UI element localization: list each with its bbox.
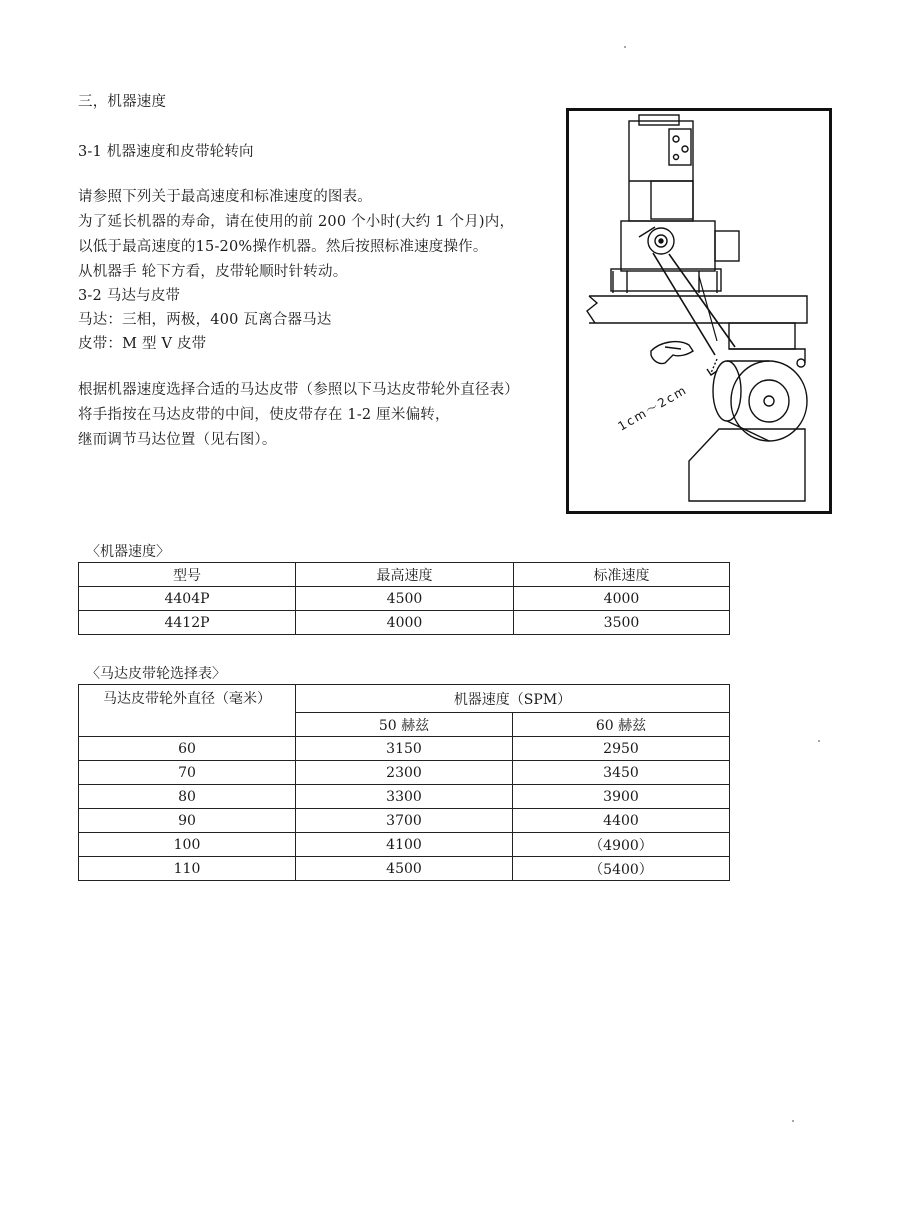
table-row [79,587,730,611]
pulley-selection-table [78,684,730,881]
section-title: 三，机器速度 [78,94,167,110]
column-header: 机器速度（SPM） [296,685,730,713]
table-cell: 60 [79,737,296,761]
machine-top-cap [639,115,679,125]
motor-stand [689,429,805,501]
table-cell: 90 [79,809,296,833]
paragraph-line: 从机器手 轮下方看，皮带轮顺时针转动。 [78,264,348,280]
table-row [79,737,730,761]
machine-speed-caption: 〈机器速度〉 [86,544,170,560]
table-cell: 80 [79,785,296,809]
column-subheader: 60 赫兹 [513,713,730,737]
table-cell: 70 [79,761,296,785]
motor-pulley [713,361,741,421]
table-cell: 4000 [296,611,514,635]
table-cell: 4000 [514,587,730,611]
table-cell: 4100 [296,833,513,857]
table-header-row [79,563,730,587]
table-cell: （5400） [513,857,730,881]
table-cell: （4900） [513,833,730,857]
table-cell: 2300 [296,761,513,785]
table-cell: 3150 [296,737,513,761]
pulley-table-caption: 〈马达皮带轮选择表〉 [86,666,226,682]
v-belt [653,253,715,355]
column-header: 标准速度 [514,563,730,587]
table-row [79,809,730,833]
scan-speck [818,740,820,742]
table-cell: 100 [79,833,296,857]
table-cell: 4500 [296,857,513,881]
table-cell: 4412P [79,611,296,635]
column-header: 型号 [79,563,296,587]
table-cell: 4500 [296,587,514,611]
table-cell: 3700 [296,809,513,833]
table-cell: 4400 [513,809,730,833]
paragraph-line: 根据机器速度选择合适的马达皮带（参照以下马达皮带轮外直径表） [78,382,519,398]
deflection-label: 1cm～2cm [615,382,690,434]
paragraph-line: 继而调节马达位置（见右图）。 [78,432,277,448]
scan-speck [624,46,626,48]
table-cell: 3450 [513,761,730,785]
paragraph-line: 请参照下列关于最高速度和标准速度的图表。 [78,189,372,205]
table-header-row [79,685,730,713]
table-top [589,296,807,323]
machine-head [629,121,693,221]
table-row [79,761,730,785]
column-header: 最高速度 [296,563,514,587]
subsection-heading-3-1: 3-1 机器速度和皮带轮转向 [78,144,254,160]
table-cell: 3500 [514,611,730,635]
subsection-heading-3-2: 3-2 马达与皮带 [78,288,181,304]
table-cell: 3900 [513,785,730,809]
motor-spec: 马达：三相，两极，400 瓦离合器马达 [78,312,332,328]
belt-spec: 皮带：M 型 V 皮带 [78,336,207,352]
belt-diagram-illustration [569,111,829,511]
table-cell: 4404P [79,587,296,611]
column-subheader: 50 赫兹 [296,713,513,737]
table-cell: 3300 [296,785,513,809]
table-cell: 110 [79,857,296,881]
belt-adjustment-figure [566,108,832,514]
paragraph-line: 为了延长机器的寿命，请在使用的前 200 个小时(大约 1 个月)内， [78,214,515,230]
machine-body [621,221,715,271]
finger-press [651,342,693,364]
paragraph-line: 将手指按在马达皮带的中间，使皮带存在 1-2 厘米偏转， [78,407,450,423]
table-row [79,785,730,809]
paragraph-line: 以低于最高速度的15-20%操作机器。然后按照标准速度操作。 [78,239,488,255]
table-row [79,857,730,881]
machine-speed-table [78,562,730,635]
table-row [79,833,730,857]
table-row [79,611,730,635]
table-cell: 2950 [513,737,730,761]
column-header: 马达皮带轮外直径（毫米） [79,685,296,737]
scan-speck [792,1120,794,1122]
